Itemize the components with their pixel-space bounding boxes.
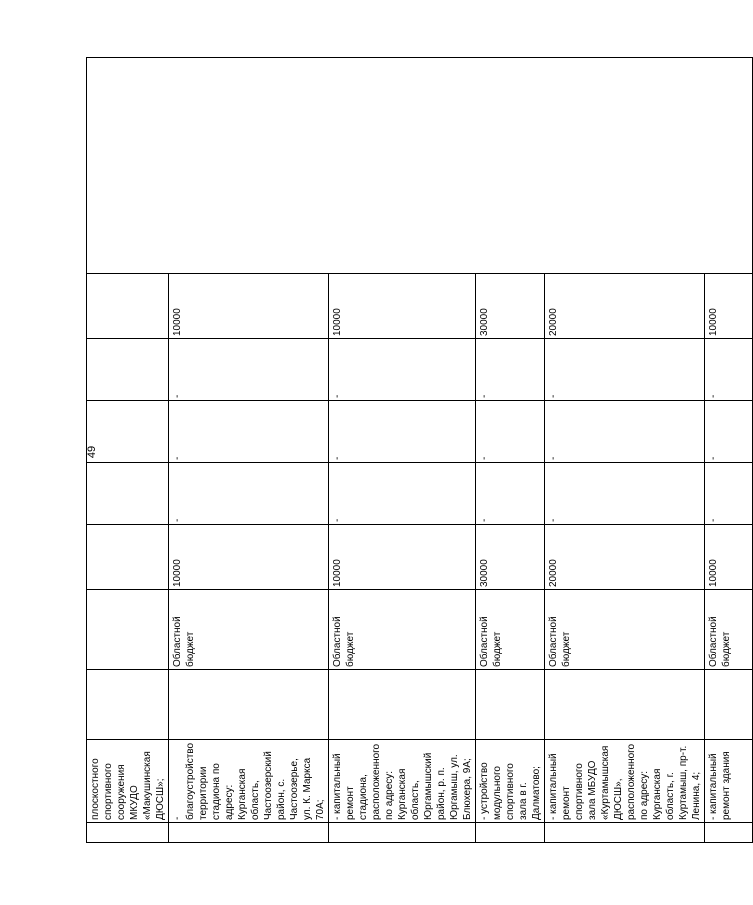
table-cell: - [329,463,476,525]
table-cell [329,823,476,843]
table-cell [545,670,705,740]
table-cell: Областной бюджет [329,590,476,670]
table-cell [169,823,329,843]
table-cell: 10000 [329,525,476,590]
table-cell [87,274,169,339]
table-cell [87,339,169,401]
table-cell [545,823,705,843]
table-row [87,58,169,843]
table-cell: - [545,463,705,525]
table-cell: - капитальный ремонт здания [705,740,753,823]
table-cell [87,463,169,525]
rotated-table-wrapper [86,58,732,843]
budget-table [86,57,753,843]
table-cell: - капитальный ремонт спортивного зала МБУДО «Куртамышская ДЮСШ», расположенного по адресу: Курганская область, г. Куртамыш, пр-т. Ленина, 4; [545,740,705,823]
table-cell: 30000 [476,274,545,339]
table-cell [476,670,545,740]
table-cell: - [545,401,705,463]
table-cell: - [705,339,753,401]
table-cell: Областной бюджет [705,590,753,670]
table-cell: - [169,339,329,401]
table-cell: - [169,463,329,525]
table-cell: - благоустройство территории стадиона по адресу: Курганская область, Частоозерский район, с. Частоозерье, ул. К. Маркса 70А; [169,740,329,823]
table-cell: - [329,339,476,401]
table-cell: - [705,401,753,463]
table-cell: - [476,401,545,463]
table-cell: - [545,339,705,401]
table-cell: Областной бюджет [476,590,545,670]
table-cell [87,525,169,590]
table-cell: - [705,463,753,525]
page-number: 49 [86,445,98,459]
table-cell [87,823,169,843]
table-cell: - капитальный ремонт стадиона, расположенного по адресу: Курганская область, Юргамышский район, р. п. Юргамыш, ул. Блюхера, 9А; [329,740,476,823]
table-cell: 20000 [545,274,705,339]
table-cell [476,823,545,843]
table-cell [329,670,476,740]
table-cell: 20000 [545,525,705,590]
table-cell: Областной бюджет [545,590,705,670]
table-cell: 10000 [169,525,329,590]
table-cell: 10000 [169,274,329,339]
table-cell: - устройство модульного спортивного зала в г. Далматово; [476,740,545,823]
table-cell: 10000 [705,274,753,339]
table-cell: 10000 [329,274,476,339]
table-cell: - [476,339,545,401]
table-cell [705,670,753,740]
table-cell [87,401,169,463]
table-cell [87,670,169,740]
table-cell [87,58,753,274]
table-cell: Областной бюджет [169,590,329,670]
table-cell: - [329,401,476,463]
table-cell: - [476,463,545,525]
table-cell: 30000 [476,525,545,590]
table-cell: - [169,401,329,463]
table-cell [705,823,753,843]
table-cell [169,670,329,740]
table-cell: 10000 [705,525,753,590]
table-cell: плоскостного спортивного сооружения МКУДО «Макушинская ДЮСШ»; [87,740,169,823]
table-cell [87,590,169,670]
